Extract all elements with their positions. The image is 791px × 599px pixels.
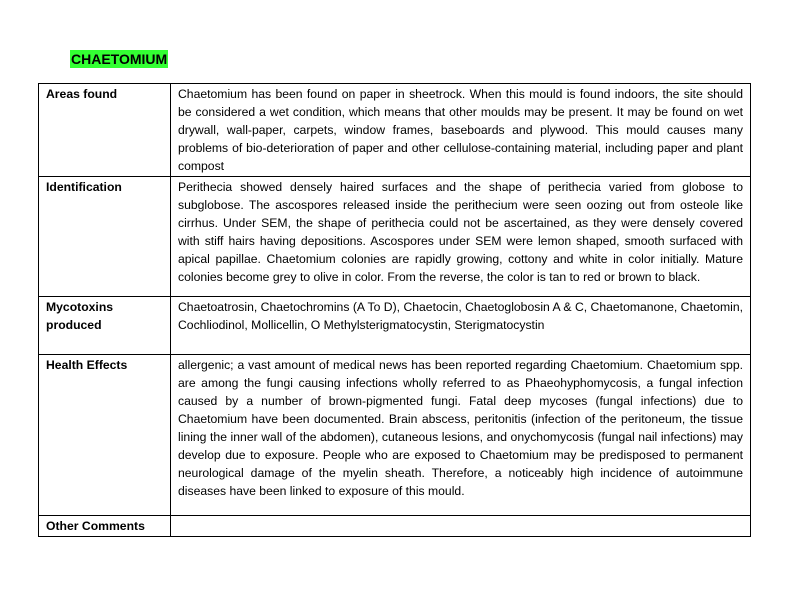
table-row-identification xyxy=(39,177,751,297)
row-content[interactable] xyxy=(171,516,751,537)
row-label: Mycotoxins produced xyxy=(39,297,171,355)
row-label: Other Comments xyxy=(39,516,171,537)
row-content: Chaetoatrosin, Chaetochromins (A To D), Chaetocin, Chaetoglobosin A & C, Chaetomanone, Chaetomin, Cochliodinol, Mollicellin, O Methylsterigmatocystin, Sterigmatocystin xyxy=(171,297,751,355)
row-content: allergenic; a vast amount of medical news has been reported regarding Chaetomium. Chaetomium spp. are among the fungi causing infections wholly referred to as Phaeohyphomycosis, a fungal infection caused by a number of brown-pigmented fungi. Fatal deep mycoses (fungal infections) due to Chaetomium have been documented. Brain abscess, peritonitis (infection of the peritoneum, the tissue lining the inner wall of the abdomen), cutaneous lesions, and onychomycosis (fungal nail infections) may develop due to exposure. People who are exposed to Chaetomium may be predisposed to permanent neurological damage of the myelin sheath. Therefore, a noticeably high incidence of autoimmune diseases have been linked to exposure of this mould. xyxy=(171,355,751,516)
row-label: Identification xyxy=(39,177,171,297)
row-content: Perithecia showed densely haired surfaces and the shape of perithecia varied from globose to subglobose. The ascospores released inside the perithecium were seen oozing out from osteole like cirrhus. Under SEM, the shape of perithecia could not be ascertained, as they were densely covered with stiff hairs having depositions. Ascospores under SEM were lemon shaped, smooth surfaced with apical papillae. Chaetomium colonies are rapidly growing, cottony and white in color initially. Mature colonies become grey to olive in color. From the reverse, the color is tan to red or brown to black. xyxy=(171,177,751,297)
row-label: Health Effects xyxy=(39,355,171,516)
row-content: Chaetomium has been found on paper in sheetrock. When this mould is found indoors, the site should be considered a wet condition, which means that other moulds may be present. It may be found on wet drywall, wall-paper, carpets, window frames, baseboards and plywood. This mould causes many problems of bio-deterioration of paper and other cellulose-containing material, including paper and plant compost xyxy=(171,84,751,177)
table-row-other-comments xyxy=(39,516,751,537)
info-table xyxy=(38,83,751,537)
table-row-health-effects xyxy=(39,355,751,516)
row-label: Areas found xyxy=(39,84,171,177)
table-row-mycotoxins xyxy=(39,297,751,355)
table-row-areas-found xyxy=(39,84,751,177)
page-title: CHAETOMIUM xyxy=(71,51,168,67)
